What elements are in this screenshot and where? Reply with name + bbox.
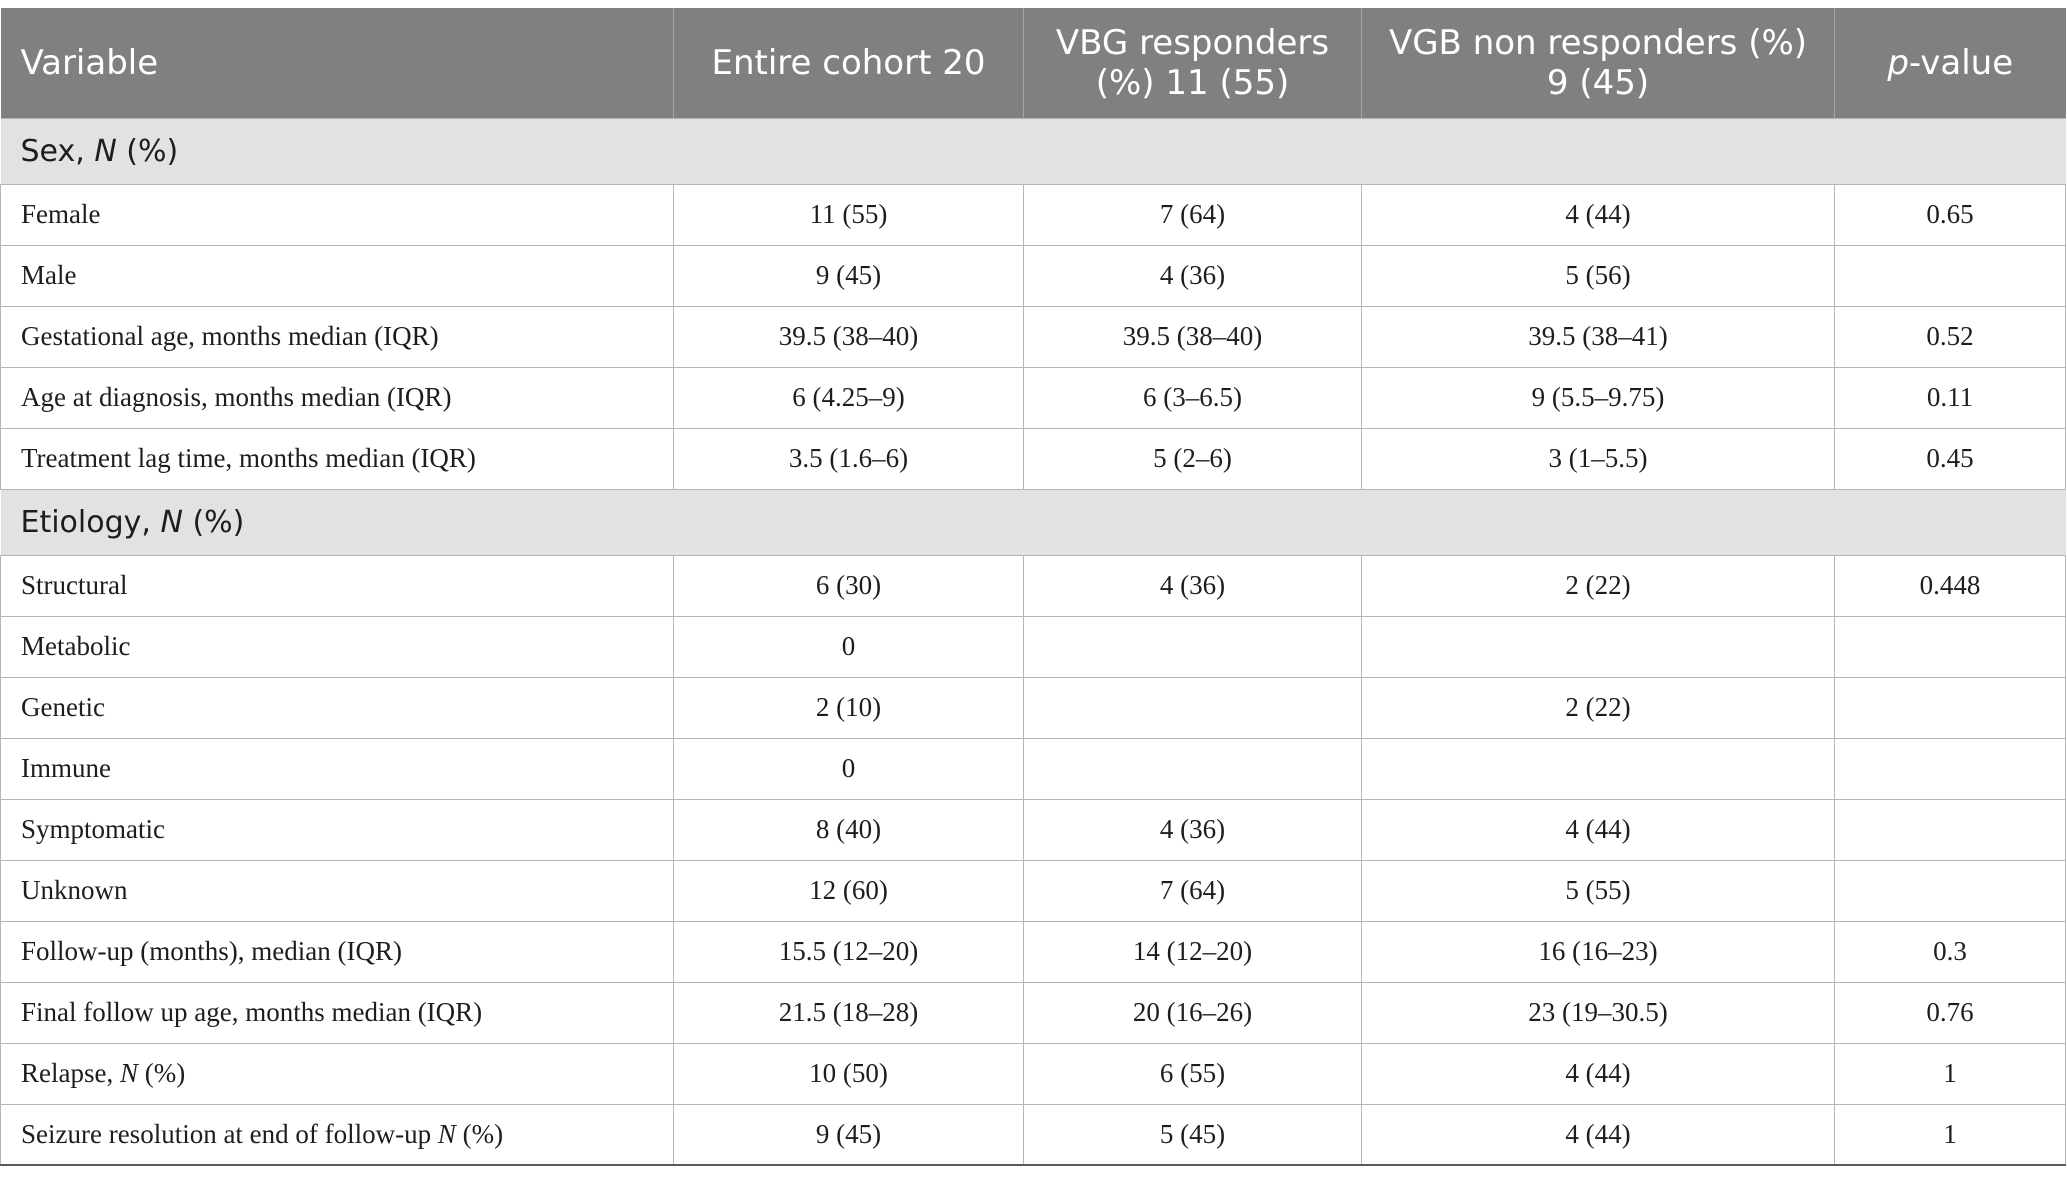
cell-vbg-responders: 39.5 (38–40) — [1024, 306, 1362, 367]
cell-vbg-responders: 14 (12–20) — [1024, 921, 1362, 982]
header-row — [1, 8, 2066, 118]
cell-p-value: 1 — [1835, 1043, 2066, 1104]
cell-vgb-non-responders: 2 (22) — [1362, 677, 1835, 738]
cell-entire-cohort: 11 (55) — [674, 184, 1024, 245]
cell-vgb-non-responders: 5 (55) — [1362, 860, 1835, 921]
cell-entire-cohort: 15.5 (12–20) — [674, 921, 1024, 982]
header-variable: Variable — [1, 8, 674, 118]
table-row — [1, 555, 2066, 616]
table-row — [1, 677, 2066, 738]
cell-vgb-non-responders: 16 (16–23) — [1362, 921, 1835, 982]
cell-vbg-responders: 6 (55) — [1024, 1043, 1362, 1104]
cell-vgb-non-responders: 2 (22) — [1362, 555, 1835, 616]
table-row — [1, 616, 2066, 677]
cell-vbg-responders: 4 (36) — [1024, 555, 1362, 616]
cell-vgb-non-responders: 5 (56) — [1362, 245, 1835, 306]
cell-p-value — [1835, 616, 2066, 677]
cell-p-value: 1 — [1835, 1104, 2066, 1165]
cell-vgb-non-responders: 4 (44) — [1362, 1043, 1835, 1104]
cell-variable: Female — [1, 184, 674, 245]
cell-variable: Treatment lag time, months median (IQR) — [1, 428, 674, 489]
cell-variable: Metabolic — [1, 616, 674, 677]
cell-variable: Male — [1, 245, 674, 306]
cell-vbg-responders: 4 (36) — [1024, 245, 1362, 306]
cell-entire-cohort: 6 (4.25–9) — [674, 367, 1024, 428]
cell-entire-cohort: 12 (60) — [674, 860, 1024, 921]
cell-entire-cohort: 0 — [674, 616, 1024, 677]
table-header — [1, 8, 2066, 118]
cell-vbg-responders: 20 (16–26) — [1024, 982, 1362, 1043]
cell-p-value: 0.45 — [1835, 428, 2066, 489]
cell-p-value — [1835, 799, 2066, 860]
header-entire-cohort: Entire cohort 20 — [674, 8, 1024, 118]
table-row — [1, 982, 2066, 1043]
cell-p-value: 0.65 — [1835, 184, 2066, 245]
table-row — [1, 1043, 2066, 1104]
header-vgb-non-responders: VGB non responders (%) 9 (45) — [1362, 8, 1835, 118]
table-row — [1, 306, 2066, 367]
cell-p-value: 0.76 — [1835, 982, 2066, 1043]
cell-vgb-non-responders: 4 (44) — [1362, 799, 1835, 860]
table-row — [1, 367, 2066, 428]
cell-vbg-responders — [1024, 738, 1362, 799]
cell-entire-cohort: 10 (50) — [674, 1043, 1024, 1104]
cell-variable: Genetic — [1, 677, 674, 738]
cell-variable: Relapse, N (%) — [1, 1043, 674, 1104]
cell-vgb-non-responders: 39.5 (38–41) — [1362, 306, 1835, 367]
cell-variable: Final follow up age, months median (IQR) — [1, 982, 674, 1043]
table-row — [1, 184, 2066, 245]
section-label: Etiology, N (%) — [1, 489, 2066, 555]
cohort-characteristics-table — [0, 8, 2066, 1166]
cell-entire-cohort: 39.5 (38–40) — [674, 306, 1024, 367]
header-vbg-responders: VBG responders (%) 11 (55) — [1024, 8, 1362, 118]
cell-p-value — [1835, 738, 2066, 799]
cell-vbg-responders — [1024, 616, 1362, 677]
section-label: Sex, N (%) — [1, 118, 2066, 184]
table-row — [1, 799, 2066, 860]
cell-vbg-responders: 7 (64) — [1024, 184, 1362, 245]
cell-p-value — [1835, 245, 2066, 306]
cell-vbg-responders: 4 (36) — [1024, 799, 1362, 860]
cell-vbg-responders: 6 (3–6.5) — [1024, 367, 1362, 428]
table-row — [1, 245, 2066, 306]
table-row — [1, 428, 2066, 489]
header-p-value: p-value — [1835, 8, 2066, 118]
cell-p-value: 0.52 — [1835, 306, 2066, 367]
table-row — [1, 738, 2066, 799]
cell-vgb-non-responders: 4 (44) — [1362, 1104, 1835, 1165]
cell-entire-cohort: 9 (45) — [674, 245, 1024, 306]
cell-p-value — [1835, 860, 2066, 921]
cell-entire-cohort: 6 (30) — [674, 555, 1024, 616]
table-body — [1, 118, 2066, 1165]
cell-vgb-non-responders: 9 (5.5–9.75) — [1362, 367, 1835, 428]
cell-entire-cohort: 9 (45) — [674, 1104, 1024, 1165]
cell-variable: Structural — [1, 555, 674, 616]
table-row — [1, 1104, 2066, 1165]
cell-vgb-non-responders: 4 (44) — [1362, 184, 1835, 245]
cell-entire-cohort: 8 (40) — [674, 799, 1024, 860]
cell-variable: Seizure resolution at end of follow-up N (%) — [1, 1104, 674, 1165]
cell-variable: Age at diagnosis, months median (IQR) — [1, 367, 674, 428]
table-row — [1, 860, 2066, 921]
cell-entire-cohort: 3.5 (1.6–6) — [674, 428, 1024, 489]
cell-variable: Follow-up (months), median (IQR) — [1, 921, 674, 982]
section-row-sex — [1, 118, 2066, 184]
cell-vgb-non-responders — [1362, 616, 1835, 677]
cell-vbg-responders: 7 (64) — [1024, 860, 1362, 921]
cell-variable: Gestational age, months median (IQR) — [1, 306, 674, 367]
cell-p-value: 0.3 — [1835, 921, 2066, 982]
cell-entire-cohort: 2 (10) — [674, 677, 1024, 738]
cell-p-value — [1835, 677, 2066, 738]
cell-vgb-non-responders — [1362, 738, 1835, 799]
section-row-etiology — [1, 489, 2066, 555]
cell-vbg-responders: 5 (45) — [1024, 1104, 1362, 1165]
table-row — [1, 921, 2066, 982]
cell-vgb-non-responders: 3 (1–5.5) — [1362, 428, 1835, 489]
cell-variable: Immune — [1, 738, 674, 799]
cell-p-value: 0.448 — [1835, 555, 2066, 616]
cell-entire-cohort: 0 — [674, 738, 1024, 799]
cell-p-value: 0.11 — [1835, 367, 2066, 428]
cell-vbg-responders: 5 (2–6) — [1024, 428, 1362, 489]
cell-entire-cohort: 21.5 (18–28) — [674, 982, 1024, 1043]
cell-vgb-non-responders: 23 (19–30.5) — [1362, 982, 1835, 1043]
cell-vbg-responders — [1024, 677, 1362, 738]
cell-variable: Symptomatic — [1, 799, 674, 860]
cell-variable: Unknown — [1, 860, 674, 921]
